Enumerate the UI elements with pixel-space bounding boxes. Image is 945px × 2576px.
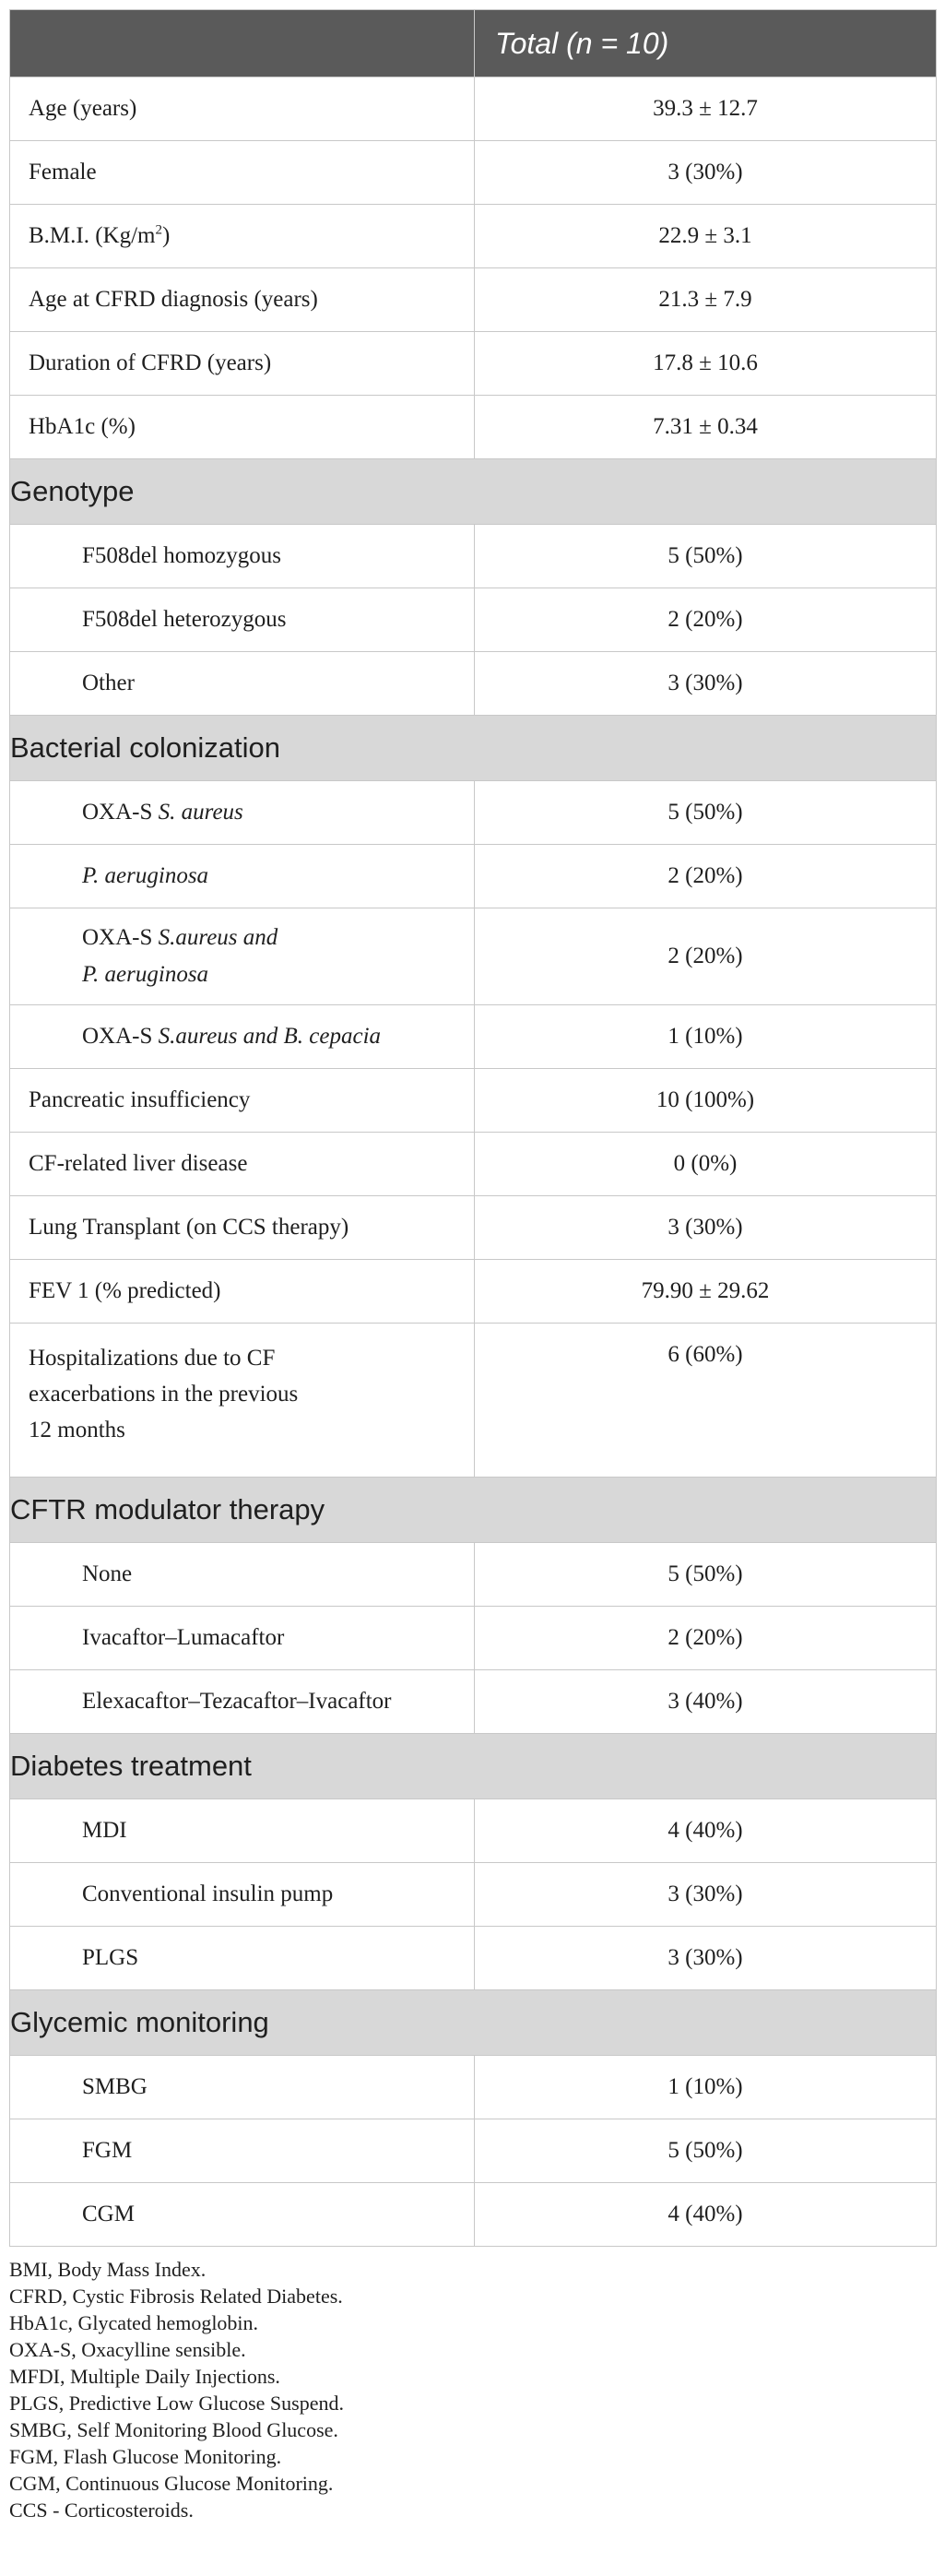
row-label: Elexacaftor–Tezacaftor–Ivacaftor — [10, 1670, 475, 1734]
section-row-bacterial-colonization — [10, 716, 937, 781]
row-value: 6 (60%) — [475, 1324, 937, 1478]
row-label-line1: Hospitalizations due to CF — [29, 1346, 276, 1371]
row-label-text-end: ) — [162, 223, 171, 248]
row-label — [10, 845, 475, 908]
row-label-italic: S. aureus — [158, 800, 243, 825]
row-value: 79.90 ± 29.62 — [475, 1260, 937, 1324]
table-row — [10, 652, 937, 716]
section-title: Bacterial colonization — [10, 716, 937, 781]
row-value: 5 (50%) — [475, 1543, 937, 1607]
row-value: 1 (10%) — [475, 2056, 937, 2119]
table-row — [10, 141, 937, 205]
row-label — [10, 908, 475, 1005]
row-value: 2 (20%) — [475, 1607, 937, 1670]
footnote: HbA1c, Glycated hemoglobin. — [9, 2311, 259, 2334]
section-title: Diabetes treatment — [10, 1734, 937, 1799]
table-row — [10, 1927, 937, 1990]
row-label: F508del heterozygous — [10, 588, 475, 652]
row-label-text: B.M.I. (Kg/m — [29, 223, 156, 248]
table-row — [10, 205, 937, 268]
footnote: CFRD, Cystic Fibrosis Related Diabetes. — [9, 2285, 343, 2308]
table-row — [10, 845, 937, 908]
section-row-diabetes-treatment — [10, 1734, 937, 1799]
row-label-text: OXA-S — [82, 800, 159, 825]
table-row — [10, 1324, 937, 1478]
row-label: Other — [10, 652, 475, 716]
row-value: 3 (30%) — [475, 141, 937, 205]
table-row — [10, 77, 937, 141]
row-label: CGM — [10, 2183, 475, 2247]
row-label-italic: S.aureus and — [158, 925, 278, 950]
row-value: 3 (30%) — [475, 1927, 937, 1990]
row-value: 3 (40%) — [475, 1670, 937, 1734]
row-label: Female — [10, 141, 475, 205]
row-label: Ivacaftor–Lumacaftor — [10, 1607, 475, 1670]
row-label-italic: S.aureus and B. cepacia — [158, 1024, 382, 1049]
row-label-line2: exacerbations in the previous — [29, 1382, 299, 1407]
row-label: None — [10, 1543, 475, 1607]
footnote: SMBG, Self Monitoring Blood Glucose. — [9, 2418, 338, 2441]
row-value: 17.8 ± 10.6 — [475, 332, 937, 396]
row-value: 0 (0%) — [475, 1133, 937, 1196]
table-row — [10, 2056, 937, 2119]
row-label — [10, 1324, 475, 1478]
table-row — [10, 1543, 937, 1607]
footnote: FGM, Flash Glucose Monitoring. — [9, 2445, 282, 2468]
table-row — [10, 1005, 937, 1069]
row-value: 2 (20%) — [475, 845, 937, 908]
row-label: MDI — [10, 1799, 475, 1863]
footnotes — [9, 2256, 936, 2523]
row-value: 3 (30%) — [475, 1863, 937, 1927]
footnote: MFDI, Multiple Daily Injections. — [9, 2365, 280, 2388]
table-row — [10, 525, 937, 588]
section-row-cftr-modulator-therapy — [10, 1478, 937, 1543]
row-label-line3: 12 months — [29, 1418, 125, 1442]
section-row-genotype — [10, 459, 937, 525]
row-label: FEV 1 (% predicted) — [10, 1260, 475, 1324]
row-label-italic: P. aeruginosa — [82, 863, 209, 888]
header-cell-label — [10, 10, 475, 77]
row-value: 2 (20%) — [475, 588, 937, 652]
table-row — [10, 1863, 937, 1927]
row-label: SMBG — [10, 2056, 475, 2119]
footnote: CCS - Corticosteroids. — [9, 2499, 194, 2522]
table-row — [10, 1607, 937, 1670]
characteristics-table — [9, 9, 937, 2247]
row-value: 4 (40%) — [475, 1799, 937, 1863]
row-label: FGM — [10, 2119, 475, 2183]
row-label: F508del homozygous — [10, 525, 475, 588]
row-value: 2 (20%) — [475, 908, 937, 1005]
table-row — [10, 332, 937, 396]
row-label — [10, 1005, 475, 1069]
footnote: PLGS, Predictive Low Glucose Suspend. — [9, 2392, 344, 2415]
section-title: Glycemic monitoring — [10, 1990, 937, 2056]
table-row — [10, 1069, 937, 1133]
table-row — [10, 1670, 937, 1734]
row-value: 5 (50%) — [475, 2119, 937, 2183]
table-row — [10, 1133, 937, 1196]
table-row — [10, 396, 937, 459]
footnote: OXA-S, Oxacylline sensible. — [9, 2338, 246, 2361]
row-value: 4 (40%) — [475, 2183, 937, 2247]
table-header-row — [10, 10, 937, 77]
section-row-glycemic-monitoring — [10, 1990, 937, 2056]
row-label: Conventional insulin pump — [10, 1863, 475, 1927]
row-label: Duration of CFRD (years) — [10, 332, 475, 396]
table-row — [10, 1196, 937, 1260]
row-label: HbA1c (%) — [10, 396, 475, 459]
row-value: 3 (30%) — [475, 652, 937, 716]
row-label-text: OXA-S — [82, 925, 159, 950]
row-label: Pancreatic insufficiency — [10, 1069, 475, 1133]
row-label-italic-line2: P. aeruginosa — [82, 962, 209, 987]
row-label: Age at CFRD diagnosis (years) — [10, 268, 475, 332]
table-row — [10, 268, 937, 332]
row-label: Age (years) — [10, 77, 475, 141]
row-label — [10, 781, 475, 845]
footnote: CGM, Continuous Glucose Monitoring. — [9, 2472, 334, 2495]
table-row — [10, 2183, 937, 2247]
row-value: 5 (50%) — [475, 525, 937, 588]
row-value: 39.3 ± 12.7 — [475, 77, 937, 141]
row-label: Lung Transplant (on CCS therapy) — [10, 1196, 475, 1260]
row-label: PLGS — [10, 1927, 475, 1990]
table-row — [10, 1799, 937, 1863]
row-value: 22.9 ± 3.1 — [475, 205, 937, 268]
header-cell-total: Total (n = 10) — [475, 10, 937, 77]
table-row — [10, 781, 937, 845]
row-value: 21.3 ± 7.9 — [475, 268, 937, 332]
document — [9, 9, 936, 2523]
row-value: 5 (50%) — [475, 781, 937, 845]
row-value: 10 (100%) — [475, 1069, 937, 1133]
section-title: Genotype — [10, 459, 937, 525]
row-value: 3 (30%) — [475, 1196, 937, 1260]
table-row — [10, 2119, 937, 2183]
section-title: CFTR modulator therapy — [10, 1478, 937, 1543]
row-label-text: OXA-S — [82, 1024, 159, 1049]
row-value: 1 (10%) — [475, 1005, 937, 1069]
table-row — [10, 588, 937, 652]
table-row — [10, 908, 937, 1005]
footnote: BMI, Body Mass Index. — [9, 2258, 207, 2281]
row-label: CF-related liver disease — [10, 1133, 475, 1196]
table-row — [10, 1260, 937, 1324]
row-label-superscript: 2 — [155, 222, 162, 238]
row-value: 7.31 ± 0.34 — [475, 396, 937, 459]
row-label — [10, 205, 475, 268]
